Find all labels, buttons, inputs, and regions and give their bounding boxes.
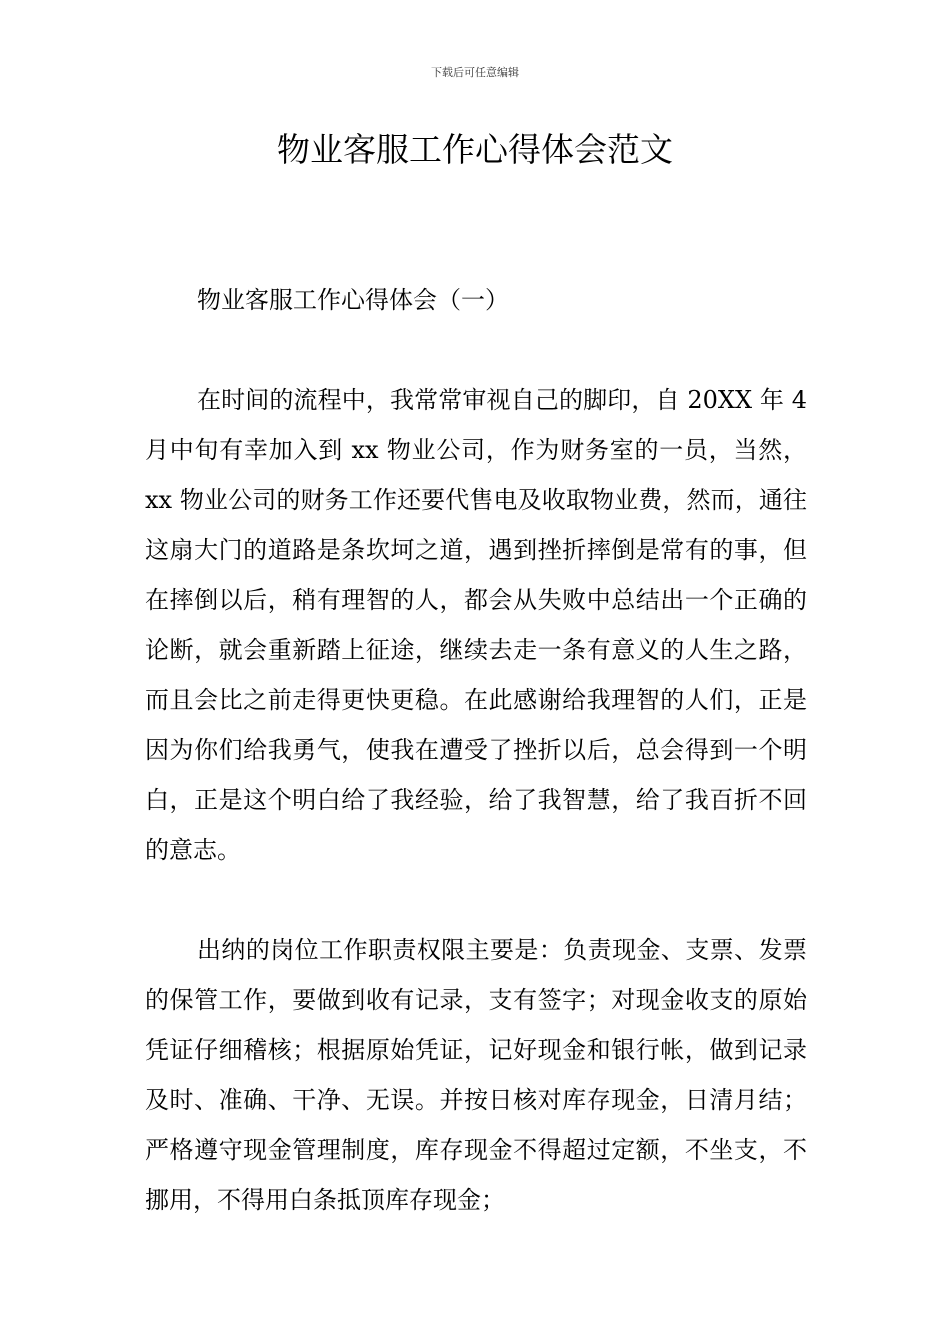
paragraph-1: 在时间的流程中，我常常审视自己的脚印，自 20XX 年 4 月中旬有幸加入到 xx 物业公司，作为财务室的一员，当然，xx 物业公司的财务工作还要代售电及收取物业费，然而，通往这扇大门的道路是条坎坷之道，遇到挫折摔倒是常有的事，但在摔倒以后，稍有理智的人，都会从失败中总结出一个正确的论断，就会重新踏上征途，继续去走一条有意义的人生之路，而且会比之前走得更快更稳。在此感谢给我理智的人们，正是因为你们给我勇气，使我在遭受了挫折以后，总会得到一个明白，正是这个明白给了我经验，给了我智慧，给了我百折不回的意志。 [145,386,807,864]
document-title: 物业客服工作心得体会范文 [277,130,673,169]
paragraph-gap [145,875,807,925]
section-heading: 物业客服工作心得体会（一） [197,286,509,314]
paragraph-2: 出纳的岗位工作职责权限主要是：负责现金、支票、发票的保管工作，要做到收有记录，支有签字；对现金收支的原始凭证仔细稽核；根据原始凭证，记好现金和银行帐，做到记录及时、准确、干净、无误。并按日核对库存现金，日清月结；严格遵守现金管理制度，库存现金不得超过定额，不坐支，不挪用，不得用白条抵顶库存现金； [145,936,807,1214]
document-body [145,275,807,1225]
paragraph-gap [145,325,807,375]
page-header-note: 下载后可任意编辑 [431,66,519,79]
